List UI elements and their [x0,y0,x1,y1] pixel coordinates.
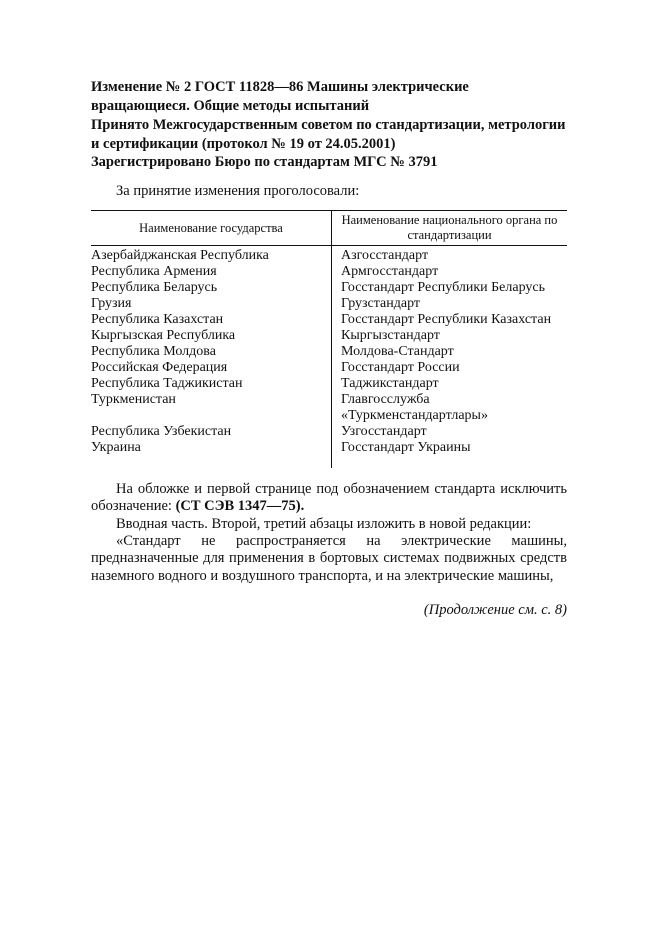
column-header-state: Наименование государства [139,221,283,235]
table-row-body: Госстандарт России [341,360,460,375]
table-row-body: Армгосстандарт [341,264,439,279]
cover-note-text: На обложке и первой странице под обозначением стандарта исключить обозначение: [91,481,567,515]
table-row-state: Республика Молдова [91,344,216,359]
table-row-state: Республика Узбекистан [91,424,232,439]
national-body-list [341,248,569,456]
table-row-state: Грузия [91,296,132,311]
paragraph-cover-note [91,481,567,516]
table-row-state: Республика Таджикистан [91,376,243,391]
column-header-national-body: Наименование национального органа по стандартизации [341,213,558,242]
table-row-body: Таджикстандарт [341,376,439,391]
table-header-rule [91,245,567,246]
paragraph-intro-section: Вводная часть. Второй, третий абзацы изложить в новой редакции: [116,516,532,532]
table-row-body: Молдова-Стандарт [341,344,454,359]
registration-statement: Зарегистрировано Бюро по стандартам МГС № 3791 [91,154,438,170]
continuation-note: (Продолжение см. с. 8) [423,602,567,618]
cover-note-designation: (СТ СЭВ 1347—75). [175,498,305,515]
table-row-state: Республика Казахстан [91,312,224,327]
table-row-state: Туркменистан [91,392,176,407]
table-row-state: Российская Федерация [91,360,228,375]
table-row-state: Украина [91,440,141,455]
amendment-title: Изменение № 2 ГОСТ 11828—86 Машины электрические вращающиеся. Общие методы испытаний [91,79,469,114]
paragraph-new-wording: «Стандарт не распространяется на электрические машины, предназначенные для применения в бортовых системах подвижных средств наземного водного и воздушного транспорта, и на электрические машины, [91,533,567,584]
table-row-body: Грузстандарт [341,296,421,311]
table-row-state: Республика Беларусь [91,280,218,295]
table-row-state: Республика Армения [91,264,217,279]
table-row-body: Кыргызстандарт [341,328,440,343]
table-row-state: Азербайджанская Республика [91,248,269,263]
table-row-body: Главгосслужба «Туркменстандартлары» [341,392,488,423]
voting-intro: За принятие изменения проголосовали: [116,183,360,199]
table-row-body: Госстандарт Украины [341,440,471,455]
table-row-state: Кыргызская Республика [91,328,236,343]
table-row-body: Узгосстандарт [341,424,427,439]
table-column-divider [331,211,332,468]
table-row-body: Госстандарт Республики Казахстан [341,312,552,327]
table-top-rule [91,210,567,211]
adoption-statement: Принято Межгосударственным советом по стандартизации, метрологии и сертификации (протокол № 19 от 24.05.2001) [91,117,566,152]
state-list [91,248,327,456]
table-row-body: Госстандарт Республики Беларусь [341,280,546,295]
table-row-body: Азгосстандарт [341,248,429,263]
